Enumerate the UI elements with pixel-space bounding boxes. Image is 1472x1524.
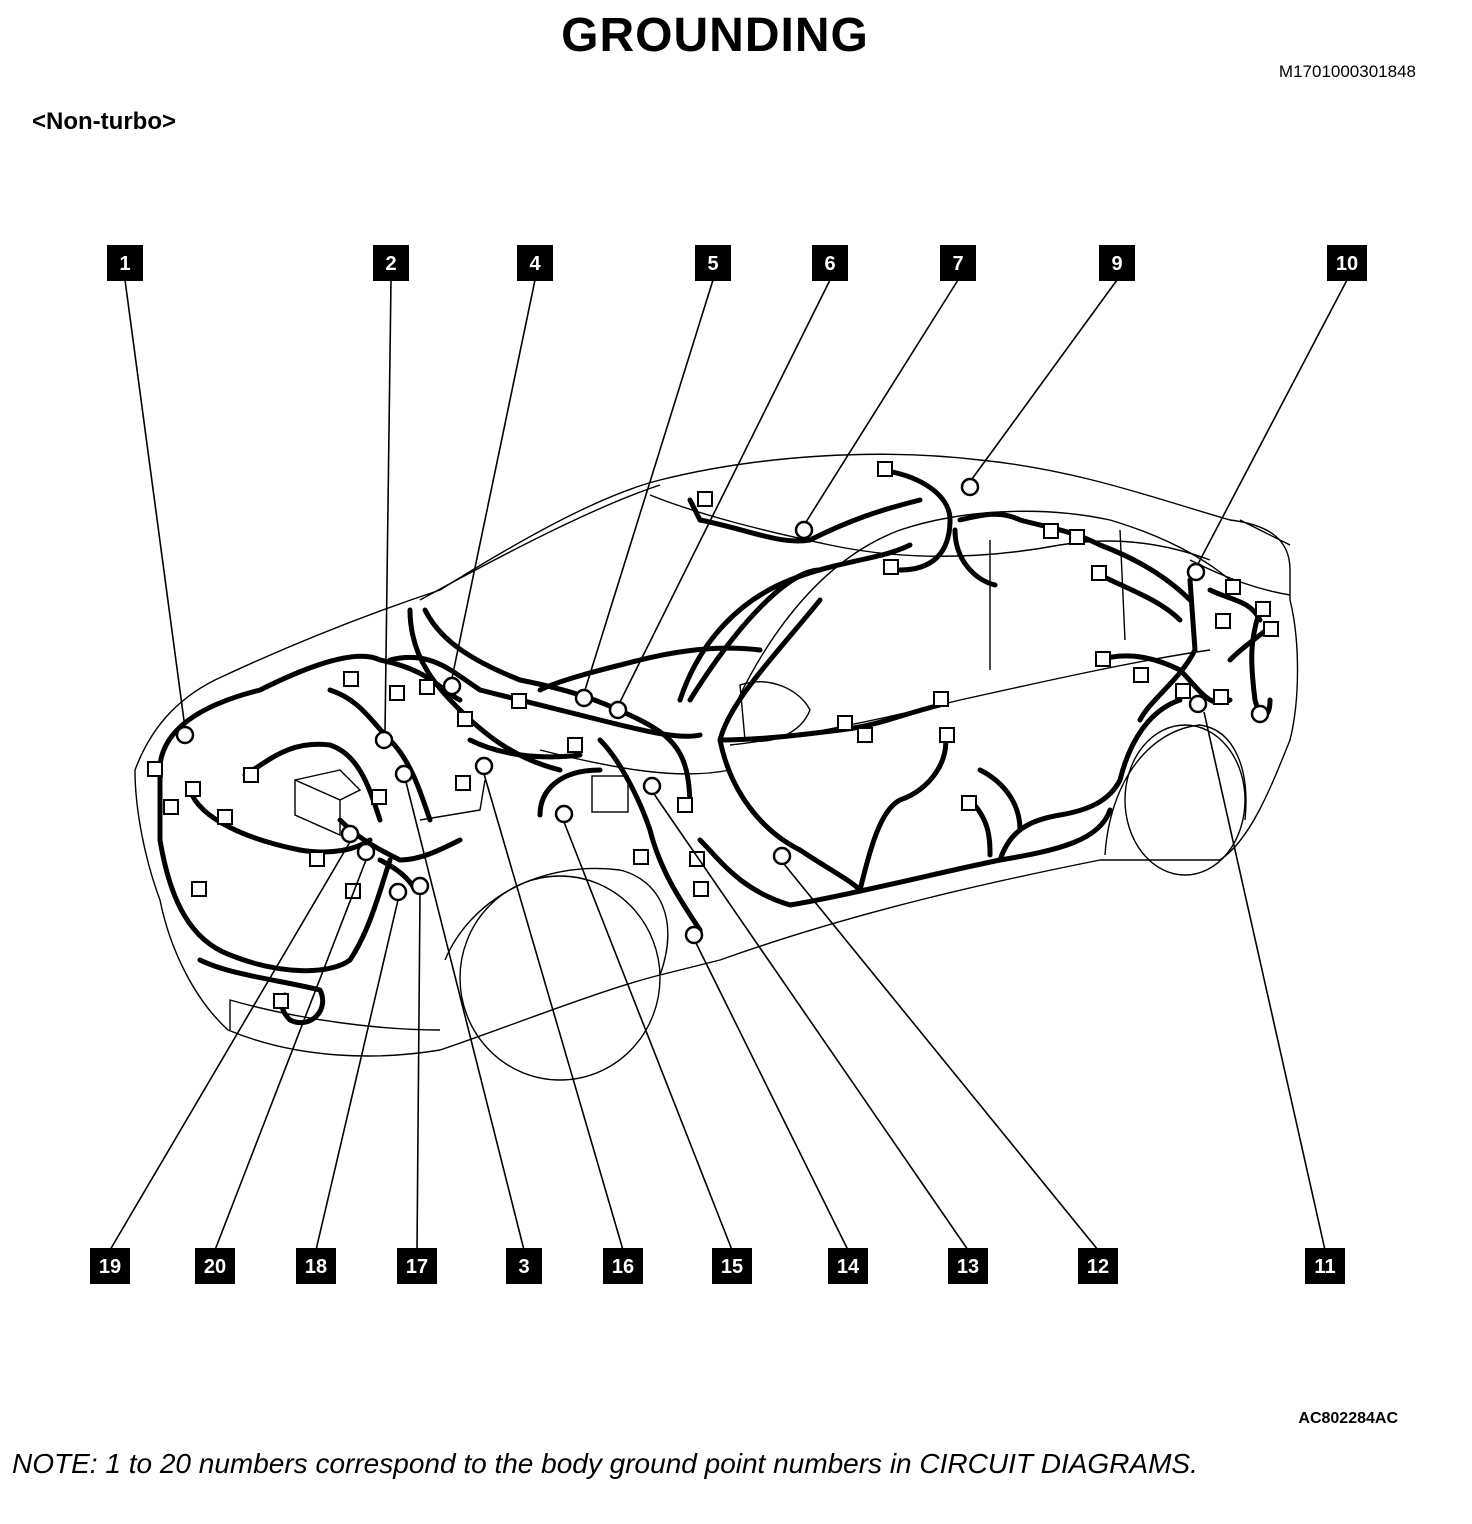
variant-label: <Non-turbo> [32,108,176,135]
callout-6 [812,245,848,281]
callout-2 [373,245,409,281]
svg-text:3: 3 [518,1256,530,1278]
callout-9 [1099,245,1135,281]
connectors [148,462,1278,1008]
svg-text:4: 4 [529,253,541,275]
wiring-harness [160,470,1270,1023]
svg-text:19: 19 [98,1256,122,1278]
svg-text:18: 18 [304,1256,328,1278]
callout-16 [603,1248,643,1284]
callouts-bottom [90,1248,1345,1284]
callout-19 [90,1248,130,1284]
svg-text:10: 10 [1335,253,1359,275]
callout-14 [828,1248,868,1284]
callout-20 [195,1248,235,1284]
svg-text:6: 6 [824,253,836,275]
footnote: NOTE: 1 to 20 numbers correspond to the body ground point numbers in CIRCUIT DIAGRAMS. [12,1448,1198,1479]
svg-text:13: 13 [956,1256,980,1278]
callouts-top [107,245,1367,281]
svg-text:15: 15 [720,1256,744,1278]
svg-text:11: 11 [1314,1256,1336,1278]
callout-18 [296,1248,336,1284]
svg-text:14: 14 [836,1256,860,1278]
svg-text:20: 20 [203,1256,227,1278]
callout-13 [948,1248,988,1284]
figure-code: AC802284AC [1298,1410,1398,1427]
callout-4 [517,245,553,281]
svg-text:12: 12 [1086,1256,1110,1278]
callout-3 [506,1248,542,1284]
svg-text:17: 17 [405,1256,429,1278]
svg-text:1: 1 [119,253,131,275]
svg-text:9: 9 [1111,253,1123,275]
svg-text:7: 7 [952,253,964,275]
callout-5 [695,245,731,281]
callout-10 [1327,245,1367,281]
callout-17 [397,1248,437,1284]
svg-text:5: 5 [707,253,719,275]
callout-12 [1078,1248,1118,1284]
callout-15 [712,1248,752,1284]
callout-7 [940,245,976,281]
callout-11 [1305,1248,1345,1284]
page-title: GROUNDING [561,9,869,62]
document-code: M1701000301848 [1278,62,1416,81]
callout-1 [107,245,143,281]
svg-text:2: 2 [385,253,397,275]
svg-text:16: 16 [611,1256,635,1278]
